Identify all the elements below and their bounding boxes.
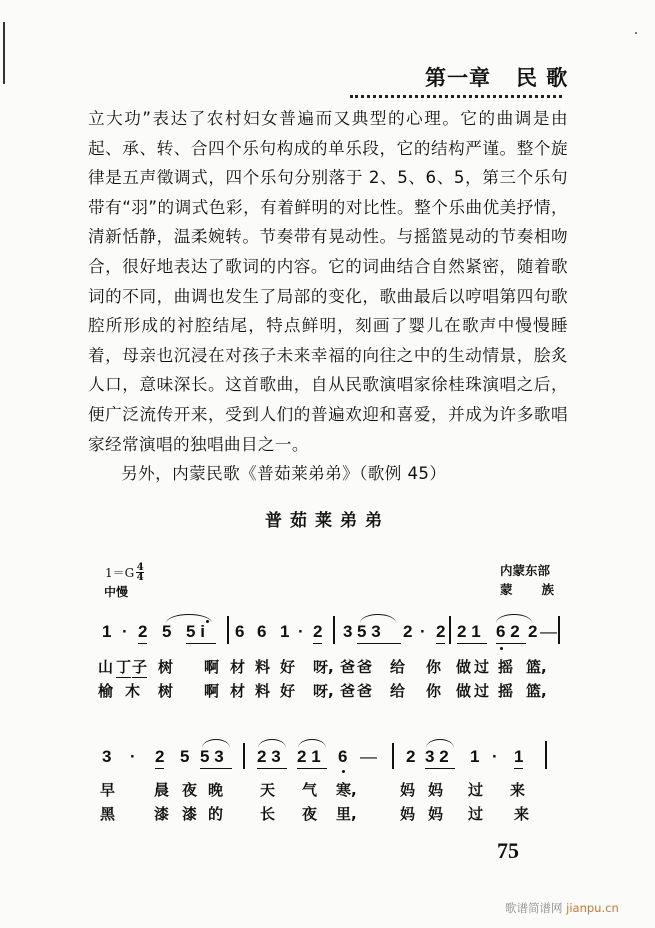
barline	[243, 743, 245, 769]
time-signature: $\frac{4}{4}$	[136, 562, 144, 583]
score-line-1: 1 · 2 5 5 i 6 6 1 · 2 3 5 3 2 · 2 2 1 6 2 2 — 山 丁 子 树 啊 材 料 好 呀, 爸 爸 给 你 做 过 摇 篮, 榆 木 树 啊 材 料 好 呀, 爸 爸 给 你 做 过 摇 篮,	[100, 612, 570, 702]
slur	[360, 614, 396, 623]
slur	[298, 739, 326, 748]
song-title: 普茹莱弟弟	[265, 511, 390, 531]
chapter-title: 民 歌	[515, 66, 569, 90]
scan-speck	[635, 32, 637, 34]
slur	[496, 614, 532, 623]
body-text	[88, 104, 568, 489]
paragraph-analysis: 立大功”表达了农村妇女普遍而又典型的心理。它的曲调是由起、承、转、合四个乐句构成的单乐段，它的结构严谨。整个旋律是五声徵调式，四个乐句分别落于 2、5、6、5，第三个乐句带有“羽”的调式色彩，有着鲜明的对比性。整个乐曲优美抒情，清新恬静，温柔婉转。节奏带有晃动性。与摇篮晃动的节奏相吻合，很好地表达了歌词的内容。它的词曲结合自然紧密，随着歌词的不同，曲调也发生了局部的变化，歌曲最后以哼唱第四句歌腔所形成的衬腔结尾，特点鲜明，刻画了婴儿在歌声中慢慢睡着，母亲也沉浸在对孩子未来幸福的向往之中的生动情景，脍炙人口，意味深长。这首歌曲，自从民歌演唱家徐桂珠演唱之后，便广泛流传开来，受到人们的普遍欢迎和喜爱，并成为许多歌唱家经常演唱的独唱曲目之一。	[88, 109, 568, 454]
key-label: 1＝G	[105, 566, 135, 580]
barline	[227, 616, 229, 644]
chapter-header	[425, 62, 568, 92]
watermark-name: 歌谱简谱网	[505, 901, 563, 915]
score-line-2: 3 · 2 5 5 3 2 3 2 1 6 — 2 3 2 1 · 1 早 晨 夜 晚 天 气 寒, 妈 妈 过 来 黑 漆 漆 的 长 夜 里, 妈 妈 过 来	[100, 737, 570, 827]
slur	[202, 739, 230, 748]
barline	[392, 743, 394, 769]
page-number: 75	[497, 838, 519, 863]
watermark	[505, 900, 619, 916]
high-octave-dot	[206, 620, 209, 623]
barline	[449, 616, 451, 644]
margin-rule	[3, 22, 5, 84]
paragraph-intro-example: 另外，内蒙民歌《普茹莱弟弟》（歌例 45）	[121, 464, 447, 484]
low-octave-dot	[342, 770, 345, 773]
barline	[333, 616, 335, 644]
key-signature	[105, 563, 144, 582]
chapter-number: 第一章	[425, 66, 491, 90]
slur	[258, 739, 286, 748]
tempo-marking: 中慢	[104, 585, 129, 599]
header-dotted-rule	[350, 95, 562, 98]
origin-region: 内蒙东部	[500, 563, 551, 578]
barline	[558, 616, 560, 644]
origin-people: 蒙 族	[500, 582, 554, 597]
slur	[426, 739, 454, 748]
low-octave-dot	[500, 647, 503, 650]
barline	[545, 741, 547, 769]
watermark-url: jianpu.cn	[566, 901, 619, 915]
